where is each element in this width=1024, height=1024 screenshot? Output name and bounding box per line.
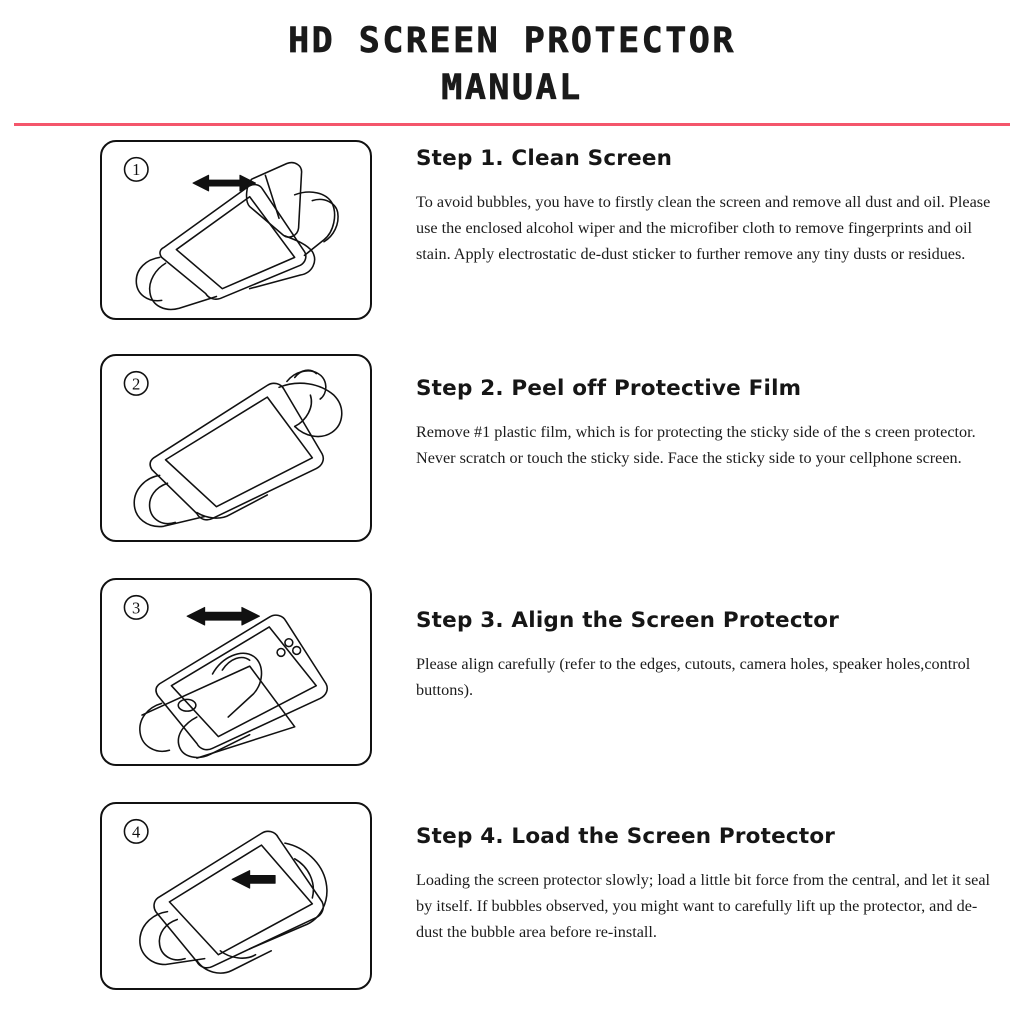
illustration-frame (100, 140, 372, 320)
hand-pressing-protector-onto-phone-icon (102, 804, 370, 988)
step-2-text (376, 354, 1024, 471)
step-1-text (376, 140, 1024, 268)
step-4-text (376, 802, 1024, 946)
step-number: 4 (132, 821, 141, 841)
header-divider (14, 123, 1010, 126)
step-number: 3 (132, 597, 141, 617)
document-header (0, 0, 1024, 126)
step-item (0, 140, 1024, 320)
step-3-text (376, 578, 1024, 703)
page-title-line-2: MANUAL (441, 68, 583, 109)
illustration-frame (100, 802, 372, 990)
step-item (0, 354, 1024, 542)
step-item (0, 578, 1024, 766)
illustration-frame (100, 578, 372, 766)
hand-wiping-phone-screen-with-cloth-icon (102, 142, 370, 318)
step-number: 1 (132, 159, 141, 179)
step-title: Step 2. Peel off Protective Film (416, 375, 802, 401)
steps-list (0, 140, 1024, 990)
step-4-figure (100, 802, 376, 990)
step-title: Step 1. Clean Screen (416, 145, 673, 171)
step-body: To avoid bubbles, you have to firstly clean the screen and remove all dust and oil. Please use the enclosed alcohol wiper and the microfiber cloth to remove fingerprints and oil stain. Apply electrostatic de-dust sticker to further remove any tiny dusts or residues. (416, 192, 991, 263)
step-body: Loading the screen protector slowly; load a little bit force from the central, and let it seal by itself. If bubbles observed, you might want to carefully lift up the protector, and de-dust the bubble area before re-install. (416, 870, 991, 941)
step-body: Please align carefully (refer to the edges, cutouts, camera holes, speaker holes,control buttons). (416, 654, 971, 699)
step-number: 2 (132, 373, 141, 393)
step-body: Remove #1 plastic film, which is for protecting the sticky side of the s creen protector. Never scratch or touch the sticky side. Face the sticky side to your cellphone screen. (416, 422, 976, 467)
step-item (0, 802, 1024, 990)
page-title-line-1: HD SCREEN PROTECTOR (288, 21, 736, 61)
hand-peeling-film-off-protector-icon (102, 356, 370, 540)
step-title: Step 4. Load the Screen Protector (416, 823, 836, 849)
illustration-frame (100, 354, 372, 542)
step-3-figure (100, 578, 376, 766)
step-2-figure (100, 354, 376, 542)
step-title: Step 3. Align the Screen Protector (416, 607, 840, 633)
hand-aligning-protector-over-phone-icon (102, 580, 370, 764)
step-1-figure (100, 140, 376, 320)
